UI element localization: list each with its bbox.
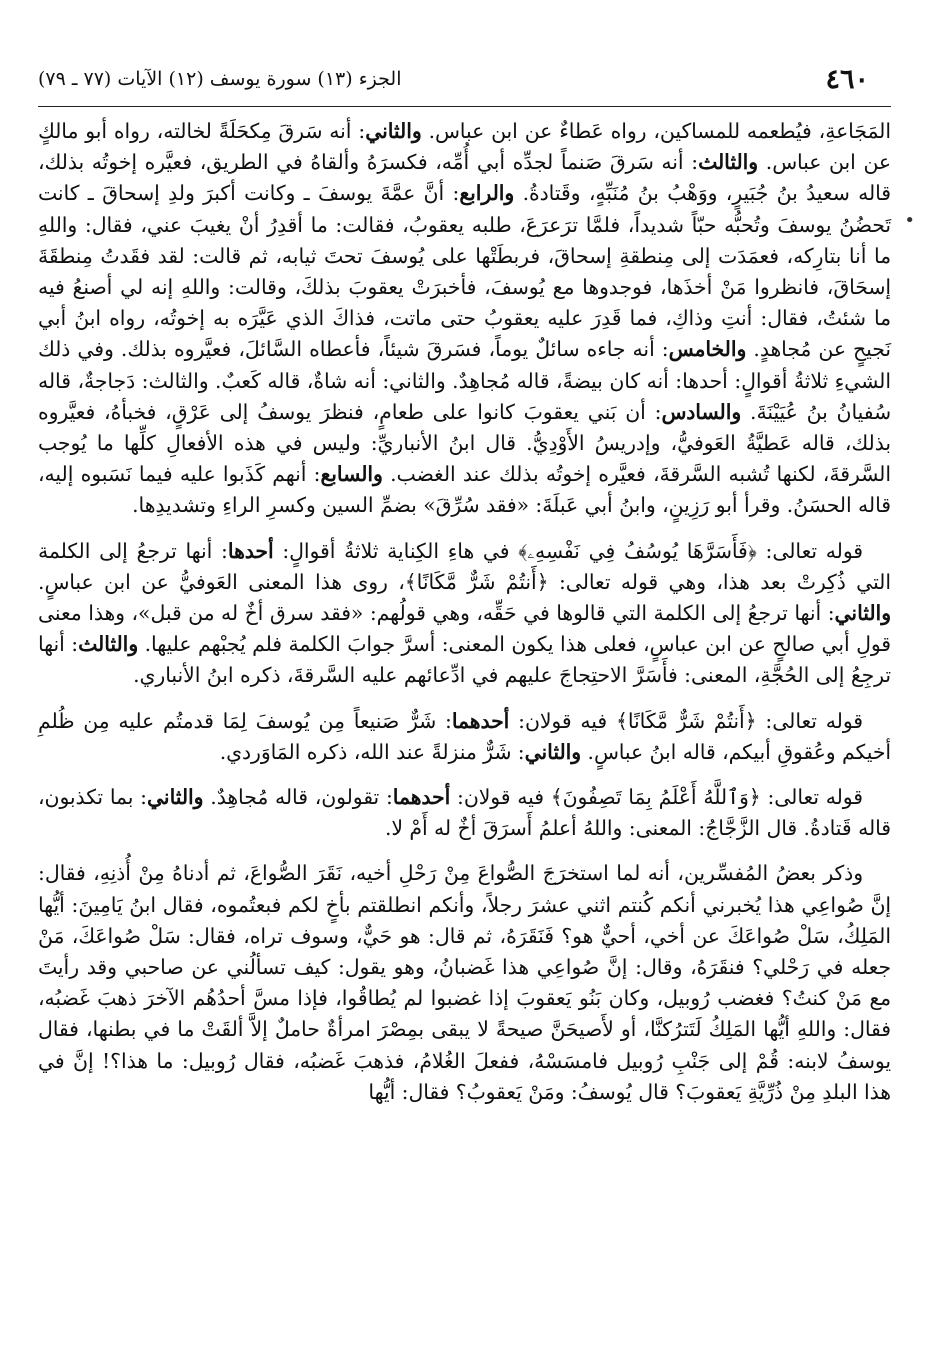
bold-term: والسادس [661, 399, 742, 424]
bold-term: أحدهما [392, 785, 451, 810]
text-run: : أنها ترجعُ إلى الكلمة التي ذُكِرتْ بعد هذا، وهي قوله تعالى: ﴿أَنتُمْ شَرٌّ مَّكَانًا﴾، روى هذا المعنى العَوفيُّ عن ابن عباسٍ. [38, 538, 891, 594]
bold-term: والرابع [459, 181, 515, 206]
text-run: قوله تعالى: ﴿أَنتُمْ شَرٌّ مَّكَانًا﴾ فيه قولان: [509, 708, 864, 733]
text-run: : أنها ترجعُ إلى الكلمة التي قالوها في حَقِّه، وهي قولُهم: «فقد سرق أخٌ له من قبل»، وهذا معنى قولِ أبي صالحٍ عن ابن عباسٍ، فعلى هذا يكون المعنى: أسرَّ جوابَ الكلمة فلم يُجبْهم عليها. [38, 601, 891, 657]
margin-mark: • [904, 210, 915, 231]
text-run: : أنه سَرقَ مِكحَلَةً لخالته، رواه أبو مالكٍ عن ابن عباس. [38, 119, 891, 175]
text-run: : أنها ترجِعُ إلى الحُجَّةِ، المعنى: فأَسَرَّ الاحتِجاجَ عليهم في ادِّعائهم عليه السَّرقةَ، ذكره ابنُ الأنباري. [38, 632, 891, 688]
text-run: قوله تعالى: ﴿فَأَسَرَّهَا يُوسُفُ فِي نَفْسِهِۦ﴾ في هاءِ الكِناية ثلاثةُ أقوالٍ: [273, 538, 863, 563]
body-text [38, 116, 891, 1122]
bold-term: والسابع [320, 462, 383, 487]
text-run: : أنَّ عمَّةَ يوسفَ ـ وكانت أكبرَ ولدِ إسحاقَ ـ كانت تَحضُنُ يوسفَ وتُحبُّه حبّاً شديداً، فلمَّا ترَعرَعَ، طلبه يعقوبُ، فقالت: ما أقدِرُ أنْ يغيبَ عني، فقال: واللهِ ما أنا بتارِكه، فعمَدَت إلى مِنطقةِ إسحاقَ، فربطَتْها على يُوسفَ تحتَ ثيابه، ثم قالت: لقد فقَدتُ مِنطقَةَ إسحَاقَ، فانظروا مَنْ أخذَها، فوجدوها مع يُوسفَ، فأخبرَتْ يعقوبَ بذلكَ، وقالت: واللهِ إنه لي أصنعُ فيه ما شئتُ، فقال: أنتِ وذاكِ، فما قَدِرَ عليه يعقوبُ حتى ماتت، فذاكَ الذي عَيَّرَه به إخوتُه، رواه ابنُ أبي نَجيحٍ عن مُجاهدٍ. [38, 181, 891, 362]
paragraph [38, 858, 891, 1108]
text-run: المَجَاعةِ، فيُطعمه للمساكين، رواه عَطاءٌ عن ابن عباس. [421, 119, 891, 143]
page-number: ٤٦٠ [825, 64, 869, 95]
bold-term: والثالث [78, 632, 139, 657]
running-title: الجزء (١٣) سورة يوسف (١٢) الآيات (٧٧ ـ ٧٩) [38, 68, 402, 90]
text-run: : أن بَني يعقوبَ كانوا على طعامٍ، فنظرَ يوسفُ إلى عَرْقٍ، فخبأهُ، فعيَّروه بذلك، قاله عَطيَّةُ العَوفيُّ، وإدريسُ الأَوْدِيُّ. قال ابنُ الأنباريِّ: وليس في هذه الأفعالِ كلِّها ما يُوجب السَّرقةَ، لكنها تُشبه السَّرقةَ، فعيَّره إخوتُه بذلك عند الغضب. [38, 399, 891, 487]
bold-term: أحدها [227, 538, 274, 563]
paragraph [38, 706, 891, 768]
text-run: : شَرٌّ منزلةً عند الله، ذكره المَاوَردي. [219, 739, 525, 764]
text-run: : أنه جاءه سائلٌ يوماً، فسَرقَ شيئاً، فأعطاه السَّائلَ، فعيَّروه بذلك. وفي ذلك الشيءِ ثلاثةُ أقوالٍ: أحدها: أنه كان بيضةً، قاله مُجاهِدٌ. والثاني: أنه شاةٌ، قاله كَعبٌ. والثالث: دَجاجةٌ، قاله سُفيانُ بنُ عُيَيْنَةَ. [38, 337, 892, 424]
text-run: قوله تعالى: ﴿وَٱللَّهُ أَعْلَمُ بِمَا تَصِفُونَ﴾ فيه قولان: [450, 785, 863, 810]
text-run: : أنه سَرقَ صَنماً لجدِّه أبي أُمِّه، فكسرَهُ وألقاهُ في الطريق، فعيَّره إخوتُه بذلك، قاله سعيدُ بنُ جُبَيرٍ، ووَهْبُ بنُ مُنَبِّهٍ، وقَتادةُ. [38, 150, 891, 206]
text-run: : أنهم كَذَبوا عليه فيما نَسَبوه إليه، قاله الحسَنُ. وقرأ أبو رَزِينٍ، وابنُ أبي عَبلَةَ: «فقد سُرِّقَ» بضمِّ السين وكسرِ الراءِ وتشديدِها. [38, 462, 891, 518]
bold-term: والثاني [834, 601, 891, 626]
text-run: وذكر بعضُ المُفسِّرين، أنه لما استخرَجَ الصُّواعَ مِنْ رَحْلِ أخيه، نَقَرَ الصُّواعَ، ثم أدناهُ مِنْ أُذنِهِ، فقال: إنَّ صُواعِي هذا يُخبرني أنكم كُنتم اثني عشرَ رجلاً، وأنكم انطلقتم بأخٍ لكم فبعتُموه، فقال ابنُ يَامِينَ: أيُّها المَلِكُ، سَلْ صُواعَكَ عن أخي، أحيٌّ هو؟ فَنَقَرَهُ، ثم قال: هو حَيٌّ، وسوف تراه، فقال: سَلْ صُواعَكَ، مَنْ جعله في رَحْلي؟ فنقَرَهُ، وقال: إنَّ صُواعِي هذا غَضبانُ، وهو يقول: كيف تسألُني عن صاحبي وقد رأيتَ مع مَنْ كنتُ؟ فغضب رُوبيل، وكان بَنُو يَعقوبَ إذا غضبوا لم يُطاقُوا، فإذا مسَّ أحدُهُم الآخرَ ذهبَ غَضبُه، فقال: واللهِ أيُّها المَلِكُ لَتَترُكنَّا، أو لأَصيحَنَّ صيحةً لا يبقى بمِصْرَ امرأةٌ حاملٌ إلاَّ ألقَتْ ما في بطنها، فقال يوسفُ لابنه: قُمْ إلى جَنْبِ رُوبيل فامسَسْهُ، ففعلَ الغُلامُ، فذهبَ غَضبُه، فقال رُوبيل: ما هذا؟! إنَّ في هذا البلدِ مِنْ ذُرِّيَّةِ يَعقوبَ؟ قال يُوسفُ: ومَنْ يَعقوبُ؟ فقال: أيُّها [38, 861, 891, 1104]
header-rule [38, 106, 891, 107]
bold-term: والثاني [365, 119, 422, 143]
paragraph [38, 782, 891, 844]
paragraph [38, 116, 891, 522]
bold-term: والخامس [668, 337, 747, 362]
page-header [38, 60, 891, 100]
text-run: : تقولون، قاله مُجاهِدٌ. [203, 785, 393, 810]
text-run: : شَرٌّ صَنيعاً مِن يُوسفَ لِمَا قدمتُم عليه مِن ظُلمِ أخيكم وعُقوقِ أبيكم، قاله ابنُ عباسٍ. [38, 708, 891, 764]
bold-term: والثالث [698, 150, 759, 175]
bold-term: والثاني [524, 739, 582, 764]
text-run: : بما تكذبون، قاله قَتادةُ. قال الزَّجَّاجُ: المعنى: واللهُ أعلمُ أَسرَقَ أخٌ له أَمْ لا. [38, 785, 891, 841]
bold-term: أحدهما [451, 708, 510, 733]
paragraph [38, 536, 891, 692]
bold-term: والثاني [147, 785, 204, 810]
